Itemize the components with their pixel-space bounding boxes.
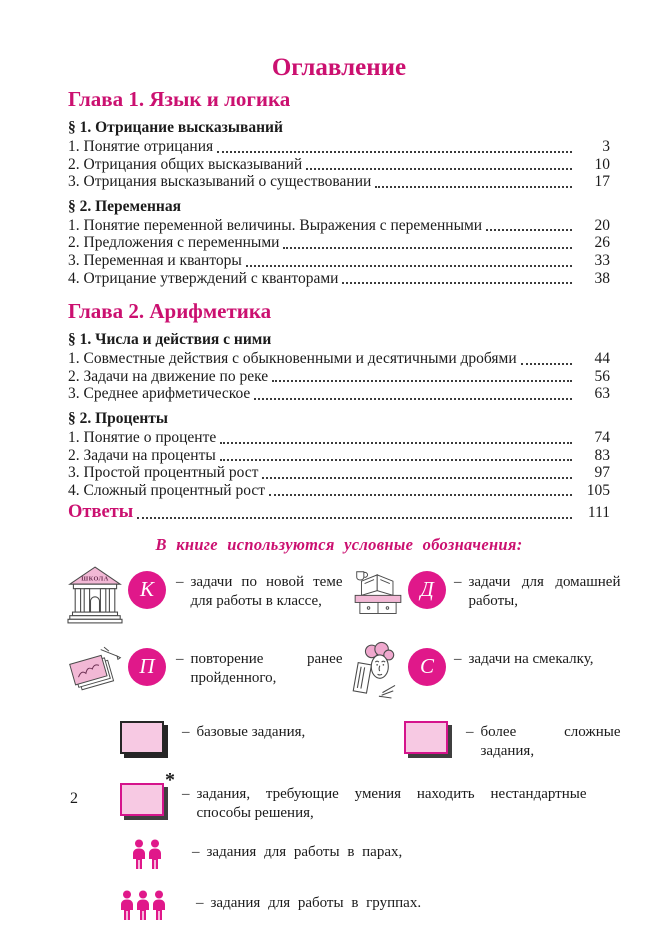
toc-entry-label: 2. Предложения с переменными [68, 234, 280, 252]
notebook-pencil-icon [68, 640, 122, 705]
toc-entry-label: 4. Отрицание утверждений с кванторами [68, 269, 339, 287]
legend-item-smekalka [352, 640, 621, 709]
dot-leader [220, 442, 572, 444]
dot-leader [269, 494, 572, 496]
folio-page-number: 2 [70, 790, 78, 807]
toc-page-number: 26 [594, 234, 610, 252]
dot-leader [521, 363, 572, 365]
toc-entry [68, 270, 610, 288]
legend-text-advanced: более сложные задания, [480, 723, 621, 759]
toc-page-number: 33 [594, 251, 610, 269]
toc-page-number: 83 [594, 446, 610, 464]
toc-entry-label: 1. Понятие отрицания [68, 138, 214, 155]
legend-title: В книге используются условные обозначения: [155, 534, 523, 554]
section-title: § 2. Проценты [68, 409, 169, 427]
legend-text-smekalka: задачи на смекалку, [468, 650, 594, 667]
dot-leader [220, 459, 572, 461]
badge-p [128, 648, 166, 686]
legend-dash: – [192, 843, 200, 860]
legend-text-groups: задания для работы в группах. [210, 894, 422, 911]
toc-entry [68, 429, 610, 447]
legend-item-group-work [68, 890, 610, 927]
school-sign-text: ШКОЛА [81, 575, 109, 583]
legend-dash: – [466, 723, 474, 740]
toc-page-number: 74 [594, 428, 610, 446]
legend-text-nonstandard: задания, требующие умения находить нестандартные способы решения, [196, 785, 587, 821]
toc-entry [68, 252, 610, 270]
badge-k-letter: К [140, 577, 154, 602]
toc-page-number: 10 [594, 155, 610, 173]
toc-entry [68, 138, 610, 156]
legend-dash: – [176, 650, 184, 667]
advanced-task-square-icon [404, 721, 448, 761]
badge-p-letter: П [139, 654, 155, 679]
toc-page-number: 56 [594, 367, 610, 385]
legend-item-basic-tasks [68, 721, 352, 761]
answers-entry [68, 504, 610, 522]
badge-d [408, 571, 446, 609]
badge-d-letter: Д [420, 577, 434, 602]
legend-dash: – [176, 573, 184, 590]
toc-entry [68, 156, 610, 174]
legend-squares-row [68, 721, 621, 761]
toc-entry [68, 447, 610, 465]
school-building-icon [68, 563, 122, 632]
toc-entry-label: 3. Переменная и кванторы [68, 251, 242, 269]
three-people-icon [118, 890, 170, 927]
two-people-icon [130, 839, 166, 876]
toc-entry [68, 368, 610, 386]
legend-item-nonstandard-tasks [68, 768, 610, 823]
toc-entry [68, 350, 610, 368]
basic-task-square-icon [120, 721, 164, 761]
legend-grid [68, 563, 621, 709]
dot-leader [262, 477, 572, 479]
asterisk-mark: * [165, 768, 175, 791]
toc-page-number: 97 [594, 464, 610, 482]
answers-label: Ответы [68, 502, 134, 523]
toc-page-number: 105 [586, 481, 610, 499]
section-title: § 2. Переменная [68, 197, 181, 215]
toc-page-number: 111 [587, 504, 610, 522]
home-desk-icon [352, 563, 404, 628]
toc-entry-label: 1. Понятие о проценте [68, 428, 217, 446]
toc-entry [68, 234, 610, 252]
legend-text-review: повторение ранее пройденного, [190, 650, 343, 686]
legend-item-class-tasks [68, 563, 352, 632]
toc-entry-label: 3. Отрицания высказываний о существовании [68, 173, 372, 191]
legend-item-homework [352, 563, 621, 632]
dot-leader [254, 398, 572, 400]
legend-dash: – [182, 785, 190, 802]
legend-item-advanced-tasks [352, 721, 621, 761]
toc-entry [68, 464, 610, 482]
dot-leader [246, 265, 572, 267]
dot-leader [272, 380, 572, 382]
legend-text-class-tasks: задачи по новой теме для работы в классе, [190, 573, 343, 609]
thinking-person-icon [352, 640, 404, 709]
toc-entry-label: 2. Отрицания общих высказываний [68, 155, 303, 173]
section-title: § 1. Числа и действия с ними [68, 331, 272, 349]
badge-k [128, 571, 166, 609]
legend-dash: – [196, 894, 204, 911]
legend-dash: – [454, 573, 462, 590]
badge-s [408, 648, 446, 686]
legend-text-homework: задачи для домашней работы, [468, 573, 621, 609]
section-title: § 1. Отрицание высказываний [68, 119, 283, 136]
legend-dash: – [182, 723, 190, 740]
dot-leader [375, 186, 572, 188]
dot-leader [217, 151, 572, 153]
dot-leader [306, 168, 572, 170]
dot-leader [137, 517, 572, 519]
toc-entry-label: 3. Среднее арифметическое [68, 385, 251, 403]
toc-entry [68, 385, 610, 403]
dot-leader [283, 247, 572, 249]
starred-task-square-icon [120, 768, 175, 823]
legend-text-basic: базовые задания, [196, 723, 306, 740]
legend-item-pair-work [68, 839, 610, 876]
chapter-2-title: Глава 2. Арифметика [68, 299, 272, 324]
toc-page-number: 3 [602, 138, 610, 155]
toc-entry-label: 2. Задачи на движение по реке [68, 367, 269, 385]
legend-text-pairs: задания для работы в парах, [206, 843, 403, 860]
toc-page-number: 20 [594, 216, 610, 234]
toc-entry [68, 217, 610, 235]
chapter-1-title: Глава 1. Язык и логика [68, 87, 291, 111]
toc-entry [68, 173, 610, 191]
toc-entry-label: 2. Задачи на проценты [68, 446, 216, 464]
toc-page-number: 17 [594, 173, 610, 191]
toc-entry [68, 482, 610, 500]
legend-item-review [68, 640, 352, 709]
toc-entry-label: 3. Простой процентный рост [68, 464, 259, 482]
toc-page-number: 38 [594, 269, 610, 287]
page-title: Оглавление [271, 54, 407, 81]
badge-s-letter: С [419, 654, 434, 679]
toc-page-number: 63 [594, 385, 610, 403]
toc-entry-label: 1. Понятие переменной величины. Выражения с переменными [68, 216, 483, 234]
dot-leader [486, 229, 572, 231]
toc-entry-label: 1. Совместные действия с обыкновенными и десятичными дробями [68, 350, 517, 368]
toc-entry-label: 4. Сложный процентный рост [68, 481, 265, 499]
legend-dash: – [454, 650, 462, 667]
toc-page-number: 44 [594, 350, 610, 368]
dot-leader [342, 282, 572, 284]
